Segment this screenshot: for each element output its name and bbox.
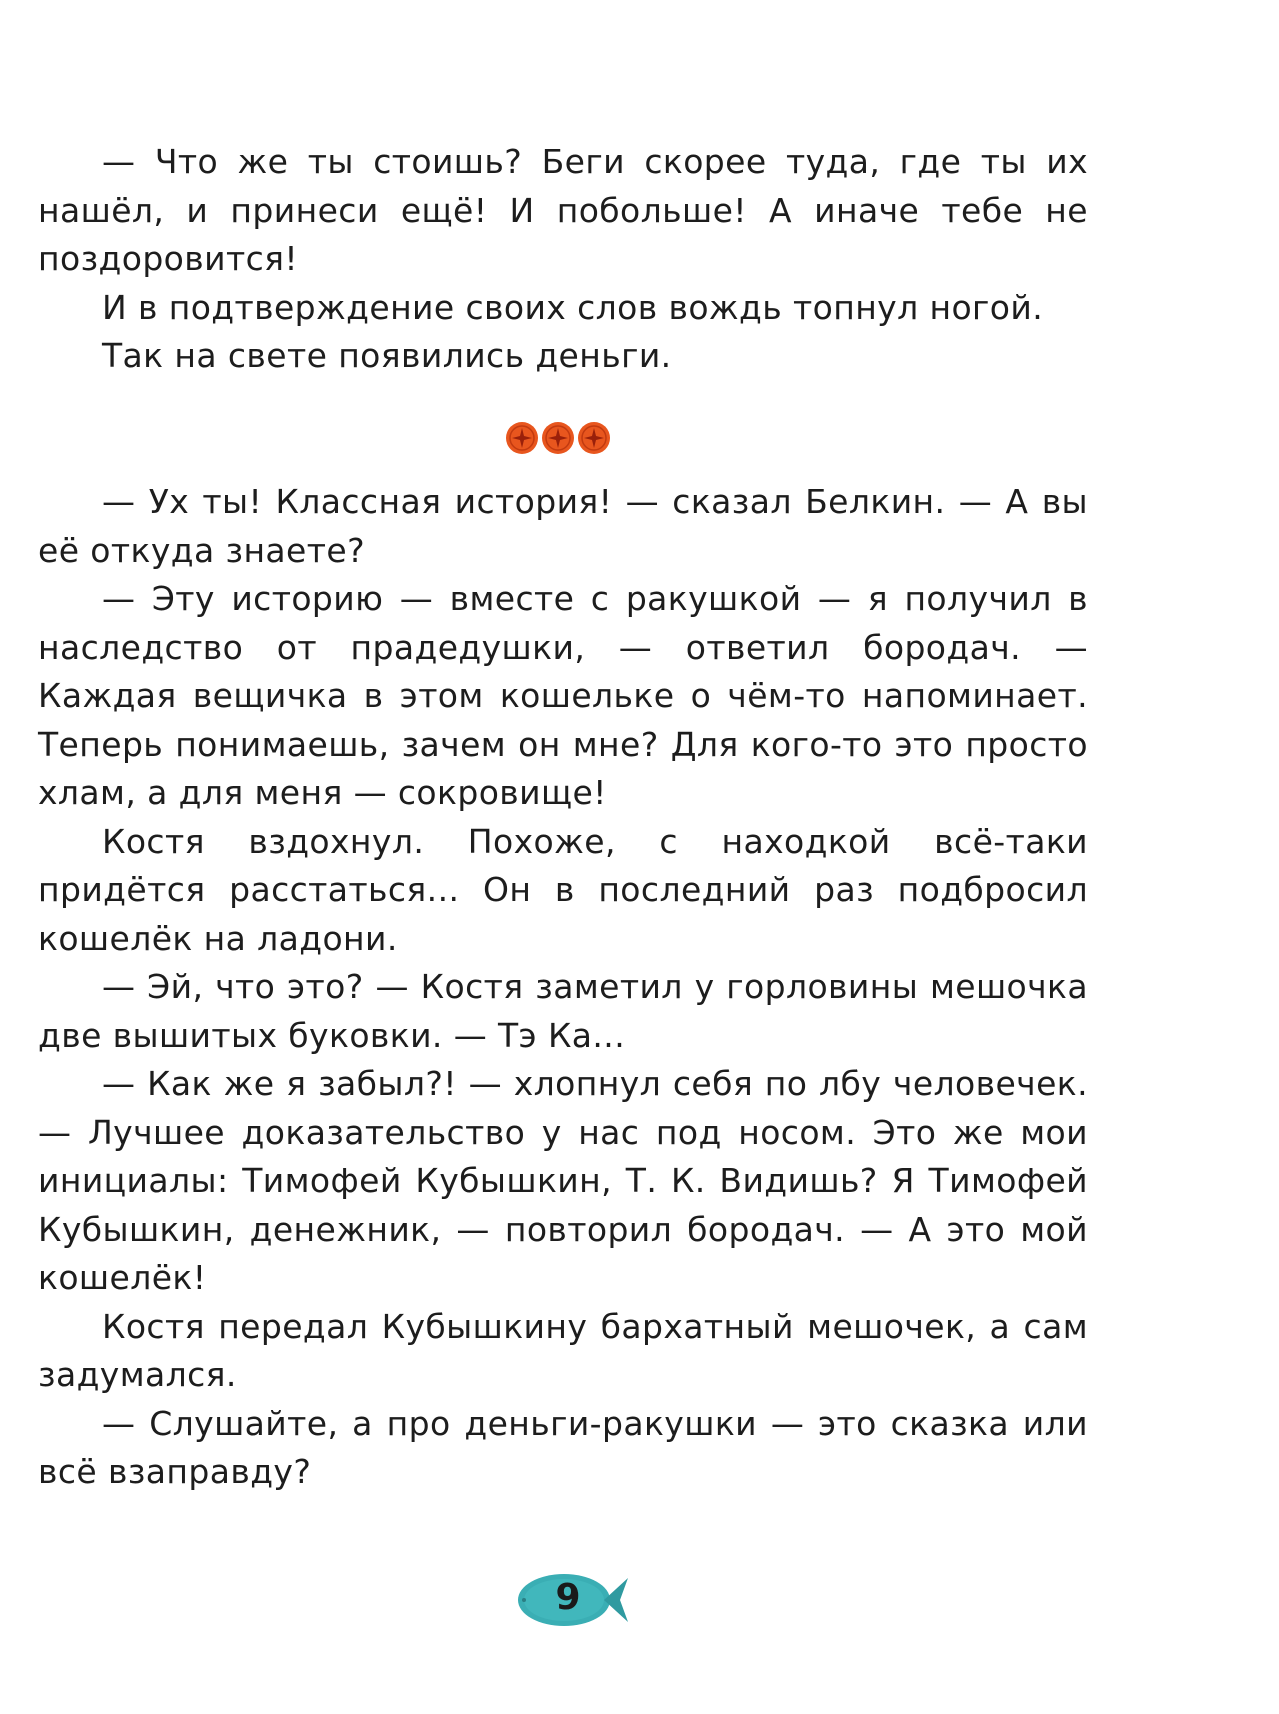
paragraph: — Эту историю — вместе с ракушкой — я получил в наследство от прадедушки, — ответил бородач. — Каждая вещичка в этом кошельке о чём-то напоминает. Теперь понимаешь, зачем он мне? Для кого-то это просто хлам, а для меня — сокровище! <box>38 579 1088 812</box>
paragraph: — Эй, что это? — Костя заметил у горловины мешочка две вышитых буковки. — Тэ Ка... <box>38 967 1088 1055</box>
paragraph: И в подтверждение своих слов вождь топнул ногой. <box>102 287 1044 327</box>
page-number-badge <box>512 1568 630 1632</box>
shell-icon <box>506 422 538 454</box>
paragraph: — Ух ты! Классная история! — сказал Белкин. — А вы её откуда знаете? <box>38 482 1088 570</box>
paragraph: — Как же я забыл?! — хлопнул себя по лбу человечек. — Лучшее доказательство у нас под носом. Это же мои инициалы: Тимофей Кубышкин, Т. К. Видишь? Я Тимофей Кубышкин, денежник, — повторил бородач. — А это мой кошелёк! <box>38 1064 1088 1297</box>
paragraph: — Что же ты стоишь? Беги скорее туда, где ты их нашёл, и принеси ещё! И побольше! А иначе тебе не поздоровится! <box>38 142 1088 278</box>
shell-icon <box>578 422 610 454</box>
story-section-2 <box>38 478 1088 1497</box>
page-number: 9 <box>555 1577 581 1618</box>
section-divider-shells-icon <box>504 418 612 458</box>
shell-icon <box>542 422 574 454</box>
paragraph: — Слушайте, а про деньги-ракушки — это сказка или всё взаправду? <box>38 1403 1088 1491</box>
paragraph: Костя передал Кубышкину бархатный мешочек, а сам задумался. <box>38 1306 1088 1394</box>
story-section-1 <box>38 138 1088 381</box>
paragraph: Так на свете появились деньги. <box>102 336 672 375</box>
paragraph: Костя вздохнул. Похоже, с находкой всё-таки придётся расстаться... Он в последний раз подбросил кошелёк на ладони. <box>38 821 1088 958</box>
